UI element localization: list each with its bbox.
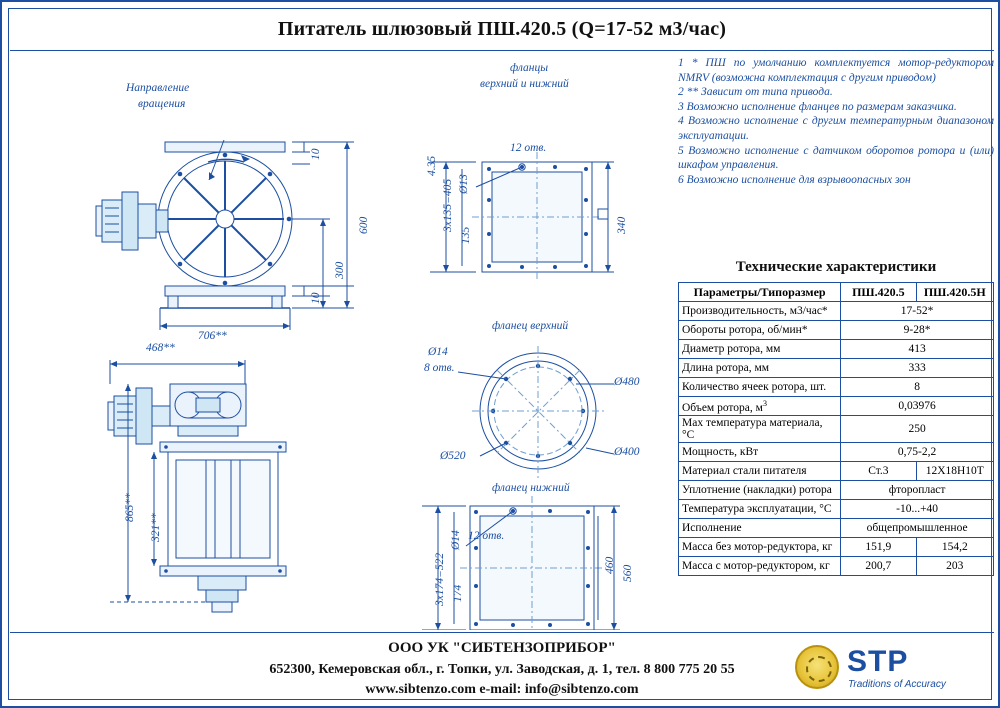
row-param: Диаметр ротора, мм (679, 340, 841, 359)
row-param: Температура эксплуатации, °С (679, 500, 841, 519)
dim-d14-top: Ø14 (428, 346, 448, 358)
dim-10-bottom: 10 (310, 292, 322, 304)
dim-560: 560 (622, 564, 634, 582)
drawing-area (10, 54, 676, 630)
row-value: 0,03976 (841, 397, 994, 416)
row-param: Масса без мотор-редуктора, кг (679, 538, 841, 557)
row-param: Мощность, кВт (679, 443, 841, 462)
dim-3x135: 3х135=405 (442, 178, 454, 232)
table-row (679, 538, 994, 557)
company-address: 652300, Кемеровская обл., г. Топки, ул. Заводская, д. 1, тел. 8 800 775 20 55 (269, 661, 735, 677)
note-2: 2 ** Зависит от типа привода. (678, 86, 833, 99)
title-divider (10, 50, 994, 51)
dim-460: 460 (604, 556, 616, 574)
page-title: Питатель шлюзовый ПШ.420.5 (Q=17-52 м3/час) (277, 18, 727, 40)
table-row (679, 397, 994, 416)
dim-340: 340 (616, 216, 628, 234)
row-param: Количество ячеек ротора, шт. (679, 378, 841, 397)
note-3: 3 Возможно исполнение фланцев по размерам заказчика. (678, 100, 957, 113)
row-param: Обороты ротора, об/мин* (679, 321, 841, 340)
row-param: Уплотнение (накладки) ротора (679, 481, 841, 500)
label-rotation-line2: вращения (138, 98, 186, 110)
dim-706: 706** (198, 330, 227, 342)
footer-divider (10, 632, 994, 633)
table-row (679, 519, 994, 538)
row-param: Материал стали питателя (679, 462, 841, 481)
label-flanges-line1: фланцы (510, 62, 549, 74)
company-name: ООО УК "СИБТЕНЗОПРИБОР" (388, 640, 616, 656)
dim-d13: Ø13 (458, 174, 470, 194)
row-value: общепромышленное (841, 519, 994, 538)
col-v1: ПШ.420.5 (841, 283, 916, 302)
table-row (679, 378, 994, 397)
dim-3x174: 3х174=522 (434, 552, 446, 606)
dim-468: 468** (146, 342, 175, 354)
label-rotation-line1: Направление (126, 82, 190, 94)
logo-text: STP (847, 645, 909, 678)
table-row (679, 500, 994, 519)
table-row (679, 481, 994, 500)
row-value: 333 (841, 359, 994, 378)
row-value: 9-28* (841, 321, 994, 340)
company-logo (795, 643, 970, 699)
label-flange-bottom: фланец нижний (492, 482, 570, 494)
table-row (679, 443, 994, 462)
row-param: Длина ротора, мм (679, 359, 841, 378)
row-param: Масса с мотор-редуктором, кг (679, 557, 841, 576)
dim-600: 600 (358, 216, 370, 234)
notes-block (678, 56, 994, 187)
row-value: 151,9 (841, 538, 916, 557)
note-4: 4 Возможно исполнение с другим температурным диапазоном эксплуатации. (678, 115, 994, 142)
row-param: Объем ротора, $м^3$ (679, 397, 841, 416)
row-value: 200,7 (841, 557, 916, 576)
table-row (679, 302, 994, 321)
dim-135: 135 (460, 226, 472, 244)
dim-174: 174 (452, 584, 464, 602)
dim-435: 4.35 (426, 155, 438, 176)
logo-tagline: Traditions of Accuracy (848, 679, 946, 690)
note-1: 1 * ПШ по умолчанию комплектуется мотор-редуктором NMRV (возможна комплектация с другим приводом) (678, 57, 994, 84)
note-6: 6 Возможно исполнение для взрывоопасных зон (678, 173, 911, 186)
table-row (679, 462, 994, 481)
dim-8-holes: 8 отв. (424, 362, 455, 374)
row-value: 8 (841, 378, 994, 397)
company-web: www.sibtenzo.com e-mail: info@sibtenzo.com (365, 682, 639, 698)
row-param: Мах температура материала, °С (679, 416, 841, 443)
note-5: 5 Возможно исполнение с датчиком оборотов ротора и (или) шкафом управления. (678, 144, 994, 172)
row-param: Исполнение (679, 519, 841, 538)
spec-table-title: Технические характеристики (735, 259, 937, 275)
table-row (679, 557, 994, 576)
row-value: Ст.3 (841, 462, 916, 481)
table-row (679, 340, 994, 359)
label-flanges-line2: верхний и нижний (480, 78, 569, 90)
col-v2: ПШ.420.5Н (916, 283, 993, 302)
row-param: Производительность, м3/час* (679, 302, 841, 321)
row-value-2: 12Х18Н10Т (916, 462, 993, 481)
dim-d480: Ø480 (614, 376, 640, 388)
row-value: фторопласт (841, 481, 994, 500)
row-value: -10...+40 (841, 500, 994, 519)
dim-d14-bottom: Ø14 (450, 530, 462, 550)
table-header-row (679, 283, 994, 302)
logo-emblem-icon (795, 645, 839, 689)
row-value-2: 203 (916, 557, 993, 576)
table-row (679, 359, 994, 378)
row-value-2: 154,2 (916, 538, 993, 557)
spec-table (678, 282, 994, 576)
dim-865: 865** (124, 493, 136, 522)
table-row (679, 416, 994, 443)
dim-d520: Ø520 (440, 450, 466, 462)
dim-10-top: 10 (310, 148, 322, 160)
technical-drawing-svg (10, 54, 676, 630)
dim-d400: Ø400 (614, 446, 640, 458)
dim-321: 321** (150, 513, 162, 542)
dim-12-holes-bottom: 12 отв. (468, 530, 505, 542)
dim-12-holes-top: 12 отв. (510, 142, 547, 154)
label-flange-top: фланец верхний (492, 320, 569, 332)
row-value: 250 (841, 416, 994, 443)
dim-300: 300 (334, 261, 346, 279)
col-param: Параметры/Типоразмер (679, 283, 841, 302)
row-value: 17-52* (841, 302, 994, 321)
table-row (679, 321, 994, 340)
row-value: 413 (841, 340, 994, 359)
row-value: 0,75-2,2 (841, 443, 994, 462)
